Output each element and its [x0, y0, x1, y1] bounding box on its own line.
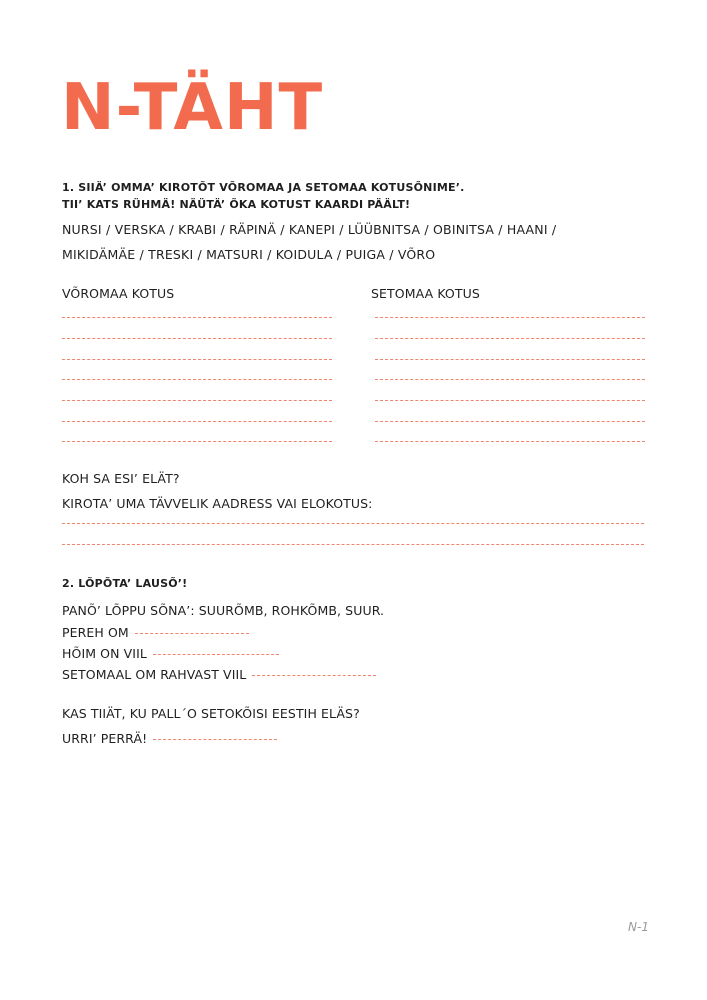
word-list-line1: NURSI / VERSKA / KRABI / RÄPINÄ / KANEPI / LÜÜBNITSA / OBINITSA / HAANI /: [62, 222, 557, 237]
sentence-3-row: [62, 667, 376, 682]
setomaa-answer-line[interactable]: [375, 359, 645, 360]
page-title: N-TÄHT: [61, 71, 324, 145]
sentence-3-blank[interactable]: [252, 675, 376, 676]
address-answer-line[interactable]: [62, 523, 644, 524]
setomaa-answer-line[interactable]: [375, 317, 645, 318]
setomaa-column-header: SETOMAA KOTUS: [371, 286, 480, 301]
address-answer-line[interactable]: [62, 544, 644, 545]
sentence-2-row: [62, 646, 279, 661]
voromaa-answer-line[interactable]: [62, 359, 332, 360]
sentence-1: PEREH OM: [62, 625, 129, 640]
population-question: KAS TIIÄT, KU PALL´O SETOKÕISI EESTIH ELÄS?: [62, 706, 360, 721]
sentence-1-blank[interactable]: [135, 633, 249, 634]
voromaa-answer-line[interactable]: [62, 379, 332, 380]
home-question: KOH SA ESI’ ELÄT?: [62, 471, 180, 486]
setomaa-answer-line[interactable]: [375, 379, 645, 380]
voromaa-answer-line[interactable]: [62, 400, 332, 401]
task2-instruction: PANÕ’ LÕPPU SÕNA’: SUURÕMB, ROHKÕMB, SUUR.: [62, 603, 385, 618]
page-number: N-1: [628, 920, 649, 934]
task1-heading-line2: TII’ KATS RÜHMÄ! NÄÜTÄ’ ÕKA KOTUST KAARDI PÄÄLT!: [62, 198, 411, 211]
voromaa-answer-line[interactable]: [62, 317, 332, 318]
research-instruction: URRI’ PERRÄ!: [62, 731, 148, 746]
task1-heading-line1: 1. SIIÄ’ OMMA’ KIROTÕT VÕROMAA JA SETOMAA KOTUSÕNIME’.: [62, 181, 465, 194]
sentence-3: SETOMAAL OM RAHVAST VIIL: [62, 667, 247, 682]
sentence-1-row: [62, 625, 249, 640]
sentence-2: HÕIM ON VIIL: [62, 646, 147, 661]
voromaa-answer-line[interactable]: [62, 421, 332, 422]
setomaa-answer-line[interactable]: [375, 441, 645, 442]
task2-heading: 2. LÕPÕTA’ LAUSÕ’!: [62, 577, 188, 590]
research-blank[interactable]: [153, 739, 277, 740]
word-list-line2: MIKIDÄMÄE / TRESKI / MATSURI / KOIDULA / PUIGA / VÕRO: [62, 247, 436, 262]
setomaa-answer-line[interactable]: [375, 400, 645, 401]
setomaa-answer-line[interactable]: [375, 421, 645, 422]
voromaa-answer-line[interactable]: [62, 441, 332, 442]
voromaa-column-header: VÕROMAA KOTUS: [62, 286, 175, 301]
voromaa-answer-line[interactable]: [62, 338, 332, 339]
address-instruction: KIROTA’ UMA TÄVVELIK AADRESS VAI ELOKOTUS:: [62, 496, 373, 511]
sentence-2-blank[interactable]: [153, 654, 279, 655]
research-row: [62, 731, 277, 746]
setomaa-answer-line[interactable]: [375, 338, 645, 339]
